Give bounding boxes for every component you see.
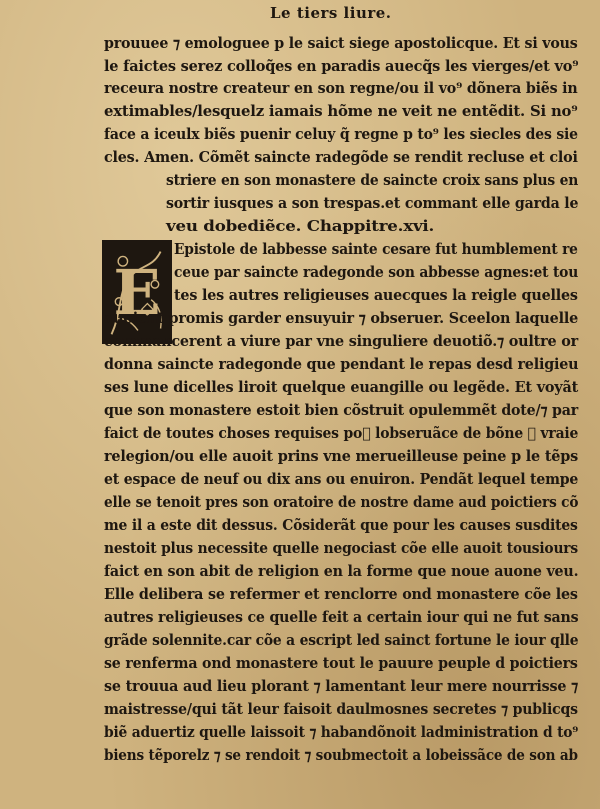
text-line: faict en son abit de religion en la forme que noue auone veu. (104, 563, 579, 580)
text-line: extimables/lesquelz iamais hõme ne veit ne entẽdit. Si no⁹ (104, 103, 578, 120)
text-line: maistresse/qui tãt leur faisoit daulmosnes secretes ⁊ publicqs (104, 701, 578, 718)
text-line: le faictes serez colloq̃es en paradis auecq̃s les vierges/et vo⁹ (104, 58, 579, 75)
running-head: Le tiers liure. (270, 4, 392, 22)
text-line: commancerent a viure par vne singuliere deuotiõ.⁊ oultre or (104, 333, 579, 350)
chapter-heading-line: striere en son monastere de saincte croix sans plus en (166, 172, 579, 189)
text-line: que son monastere estoit bien cõstruit opulemmẽt dote/⁊ par (104, 402, 579, 419)
text-line: donna saincte radegonde que pendant le repas desd religieu (104, 356, 579, 373)
text-line: se trouua aud lieu plorant ⁊ lamentant leur mere nourrisse ⁊ (104, 678, 579, 695)
text-line: tes les autres religieuses auecques la reigle quelles (174, 287, 578, 304)
text-line: et espace de neuf ou dix ans ou enuiron. Pendãt lequel tempe (104, 471, 579, 488)
text-line: grãde solennite.car cõe a escript led sainct fortune le iour qlle (104, 632, 579, 649)
text-line: faict de toutes choses requises po᷑ lobseruãce de bõne ⁊ vraie (104, 425, 579, 442)
text-line: ceue par saincte radegonde son abbesse agnes:et tou (174, 264, 579, 281)
text-line: Epistole de labbesse sainte cesare fut humblement re (174, 241, 578, 258)
text-line: nestoit plus necessite quelle negociast cõe elle auoit tousiours (104, 540, 578, 557)
text-line: cles. Amen. Cõmẽt saincte radegõde se rendit recluse et cloi (104, 149, 578, 166)
text-line: ses lune dicelles liroit quelque euangille ou legẽde. Et voyãt (104, 379, 579, 396)
text-line: me il a este dit dessus. Cõsiderãt que pour les causes susdites (104, 517, 578, 534)
text-line: prouuee ⁊ emologuee p le saict siege apostolicque. Et si vous (104, 35, 578, 52)
chapter-heading-line: sortir iusques a son trespas.et commant elle garda le (166, 195, 579, 212)
text-line: biens tẽporelz ⁊ se rendoit ⁊ soubmectoit a lobeissãce de son ab (104, 747, 578, 764)
drop-cap-letter: E (113, 255, 161, 329)
text-line: auoient promis garder ensuyuir ⁊ obseruer. Sceelon laquelle (104, 310, 579, 327)
text-line: relegion/ou elle auoit prins vne merueilleuse peine p le tẽps (104, 448, 579, 465)
chapter-heading-line: veu dobediẽce. Chappitre.xvi. (166, 218, 435, 235)
text-line: se renferma ond monastere tout le pauure peuple d poictiers (104, 655, 578, 672)
text-line: elle se tenoit pres son oratoire de nostre dame aud poictiers cõ (104, 494, 579, 511)
text-line: autres religieuses ce quelle feit a certain iour qui ne fut sans (104, 609, 579, 626)
decorated-initial (102, 240, 172, 344)
text-line: Elle delibera se refermer et renclorre ond monastere cõe les (104, 586, 578, 603)
text-line: biẽ aduertiz quelle laissoit ⁊ habandõnoit ladministration d to⁹ (104, 724, 579, 741)
text-line: receura nostre createur en son regne/ou il vo⁹ dõnera biẽs in (104, 80, 578, 97)
text-line: face a iceulx biẽs puenir celuy q̃ regne p to⁹ les siecles des sie (104, 126, 578, 143)
